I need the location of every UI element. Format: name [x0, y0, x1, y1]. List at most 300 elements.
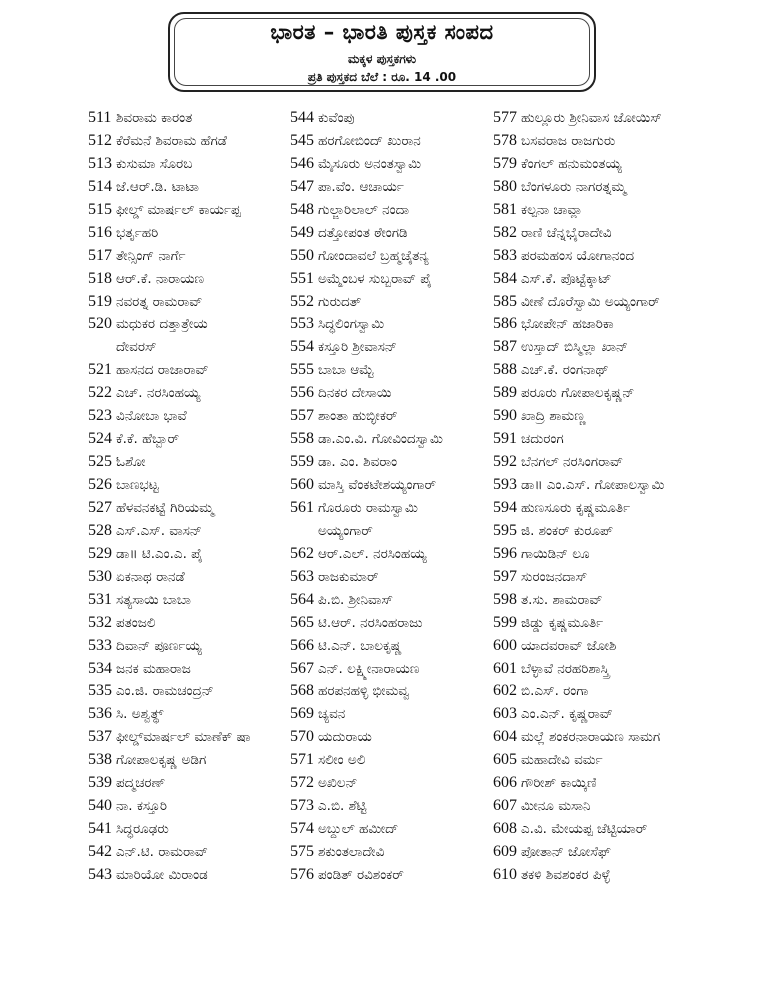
list-item	[88, 245, 288, 268]
book-title: ಶಿವರಾಮ ಕಾರಂತ	[116, 110, 193, 126]
book-title: ಡಾ.ಎಂ.ವಿ. ಗೋವಿಂದಸ್ವಾಮಿ	[318, 431, 443, 448]
book-number: 558	[290, 430, 314, 448]
book-number: 550	[290, 246, 314, 264]
book-number: 588	[493, 361, 517, 379]
list-item	[290, 703, 490, 726]
book-title: ಭೋಪೇನ್ ಹಜಾರಿಕಾ	[521, 316, 614, 333]
list-item	[290, 749, 490, 772]
header-box	[168, 12, 596, 92]
book-number: 556	[290, 384, 314, 402]
book-number: 609	[493, 843, 517, 860]
book-number: 538	[88, 751, 112, 769]
list-item	[290, 635, 490, 658]
book-number: 546	[290, 154, 314, 172]
book-number: 601	[493, 659, 517, 677]
book-number: 528	[88, 521, 112, 539]
list-item	[493, 336, 753, 359]
book-title: ಶಾಂತಾ ಹುಬ್ಳೀಕರ್	[318, 408, 398, 425]
book-title: ಕೆರೆಮನೆ ಶಿವರಾಮ ಹೆಗಡೆ	[116, 132, 227, 149]
list-item	[290, 382, 490, 405]
book-number: 529	[88, 544, 112, 562]
book-number: 576	[290, 865, 314, 883]
list-item	[290, 612, 490, 635]
book-title: ಡಾ॥ ಎಂ.ಎಸ್. ಗೋಪಾಲಸ್ವಾಮಿ	[521, 477, 665, 493]
book-number: 586	[493, 315, 517, 333]
book-number: 535	[88, 682, 112, 700]
book-title: ಆರ್.ಎಲ್. ನರಸಿಂಹಯ್ಯ	[318, 545, 427, 562]
book-title: ರಾಜಕುಮಾರ್	[318, 568, 379, 585]
list-item	[290, 726, 490, 749]
book-number: 563	[290, 567, 314, 585]
book-title: ಹರಗೋಬಿಂದ್ ಖುರಾನ	[318, 132, 421, 149]
list-item	[493, 451, 753, 474]
list-item	[290, 543, 490, 566]
book-number: 517	[88, 246, 112, 264]
list-item	[88, 497, 288, 520]
book-title: ಮಲ್ಲೆ ಶಂಕರನಾರಾಯಣ ಸಾಮಗ	[521, 729, 661, 746]
book-number: 562	[290, 544, 314, 562]
book-title: ಬಾಬಾ ಆಮ್ಟೆ	[318, 362, 374, 379]
book-title: ದಿವಾನ್ ಪೂರ್ಣಯ್ಯ	[116, 637, 202, 654]
book-title: ಅಯ್ಯಂಗಾರ್	[318, 522, 373, 539]
list-item	[290, 291, 490, 314]
book-number: 532	[88, 613, 112, 631]
list-item	[290, 107, 490, 130]
book-title: ಗುಲ್ಜಾರಿಲಾಲ್ ನಂದಾ	[318, 201, 410, 218]
list-item	[290, 199, 490, 222]
book-title: ಭರ್ತೃಹರಿ	[116, 224, 159, 241]
book-number: 552	[290, 292, 314, 310]
list-item	[493, 359, 753, 382]
list-item	[88, 291, 288, 314]
book-number: 560	[290, 476, 314, 493]
book-title: ಎಸ್.ಎಸ್. ವಾಸನ್	[116, 522, 202, 539]
list-item	[88, 153, 288, 176]
list-item	[290, 336, 490, 359]
list-item	[493, 680, 753, 703]
list-item	[290, 245, 490, 268]
list-item	[88, 635, 288, 658]
book-title: ಪಾ.ವೆಂ. ಆಚಾರ್ಯ	[318, 178, 404, 195]
page-subtitle: ಮಕ್ಕಳ ಪುಸ್ತಕಗಳು	[347, 52, 417, 66]
list-item	[290, 222, 490, 245]
list-item	[88, 772, 288, 795]
book-number: 581	[493, 200, 517, 218]
list-item	[290, 680, 490, 703]
book-number: 600	[493, 636, 517, 654]
list-item	[493, 841, 753, 864]
book-title: ಅಮ್ಮೆಂಬಳ ಸುಬ್ಬರಾವ್ ಪೈ	[318, 270, 432, 287]
book-title: ಓಶೋ	[116, 454, 146, 471]
book-title: ಜೆ.ಆರ್.ಡಿ. ಟಾಟಾ	[116, 178, 199, 195]
book-number: 589	[493, 384, 517, 402]
list-item	[290, 474, 490, 497]
list-item	[493, 795, 753, 818]
book-title: ಜಿಡ್ಡು ಕೃಷ್ಣಮೂರ್ತಿ	[521, 614, 604, 631]
book-number: 543	[88, 865, 112, 883]
book-title: ಎಂ.ಎನ್. ಕೃಷ್ಣರಾವ್	[521, 706, 613, 723]
book-title: ದಿನಕರ ದೇಸಾಯಿ	[318, 385, 392, 402]
list-item	[290, 795, 490, 818]
book-title: ಹುಣಸೂರು ಕೃಷ್ಣಮೂರ್ತಿ	[521, 499, 631, 516]
book-number: 598	[493, 590, 517, 608]
book-number: 590	[493, 407, 517, 425]
book-number: 607	[493, 797, 517, 815]
book-number: 524	[88, 430, 112, 448]
book-title: ಮೈಸೂರು ಅನಂತಸ್ವಾಮಿ	[318, 155, 422, 172]
book-number: 525	[88, 453, 112, 471]
book-title: ಉಸ್ತಾದ್ ಬಿಸ್ಮಿಲ್ಲಾ ಖಾನ್	[521, 339, 628, 356]
book-number: 559	[290, 453, 314, 471]
list-item	[88, 130, 288, 153]
list-item	[493, 268, 753, 291]
book-number: 569	[290, 705, 314, 723]
book-number: 583	[493, 246, 517, 264]
book-number: 540	[88, 797, 112, 815]
book-title: ಕಸ್ತೂರಿ ಶ್ರೀವಾಸನ್	[318, 339, 397, 356]
book-number: 548	[290, 200, 314, 218]
book-title: ಹರಪನಹಳ್ಳಿ ಭೀಮವ್ವ	[318, 683, 410, 700]
book-title: ಮಹಾದೇವಿ ವರ್ಮ	[521, 752, 603, 769]
book-title: ವೀಣೆ ದೊರೆಸ್ವಾಮಿ ಅಯ್ಯಂಗಾರ್	[521, 293, 660, 310]
list-item	[88, 795, 288, 818]
book-number: 514	[88, 177, 112, 195]
book-number: 516	[88, 223, 112, 241]
list-item	[290, 405, 490, 428]
book-number: 568	[290, 682, 314, 700]
list-item	[493, 864, 753, 887]
book-number: 520	[88, 315, 112, 333]
book-title: ಮಾಸ್ತಿ ವೆಂಕಟೇಶಯ್ಯಂಗಾರ್	[318, 477, 437, 493]
book-number: 587	[493, 338, 517, 356]
book-number: 533	[88, 636, 112, 654]
list-item	[290, 359, 490, 382]
list-item	[493, 199, 753, 222]
list-item	[88, 382, 288, 405]
book-title: ಗುರುದತ್	[318, 293, 362, 310]
book-number: 584	[493, 269, 517, 287]
list-item	[88, 841, 288, 864]
book-number: 551	[290, 269, 314, 287]
book-number: 518	[88, 269, 112, 287]
book-title: ಪಂಡಿತ್ ರವಿಶಂಕರ್	[318, 866, 404, 883]
book-title: ವಿನೋಬಾ ಭಾವೆ	[116, 408, 187, 425]
list-item	[290, 497, 490, 520]
list-item	[493, 153, 753, 176]
list-item	[290, 589, 490, 612]
book-title: ಕುಸುಮಾ ಸೊರಬ	[116, 155, 193, 172]
list-item	[88, 589, 288, 612]
price-line: ಪ್ರತಿ ಪುಸ್ತಕದ ಬೆಲೆ : ರೂ. 14 .00	[307, 70, 457, 84]
book-number: 572	[290, 774, 314, 792]
list-item	[88, 726, 288, 749]
book-number: 565	[290, 613, 314, 631]
book-number: 577	[493, 109, 517, 126]
book-list-column-1	[88, 107, 288, 887]
list-item	[493, 405, 753, 428]
list-item	[493, 245, 753, 268]
list-item	[493, 818, 753, 841]
list-item	[290, 772, 490, 795]
book-title: ಕಲ್ಪನಾ ಚಾವ್ಲಾ	[521, 201, 583, 218]
book-title: ಬೆಂಗಳೂರು ನಾಗರತ್ನಮ್ಮ	[521, 178, 627, 195]
book-number: 593	[493, 476, 517, 493]
book-number: 542	[88, 843, 112, 860]
book-title: ದೇವರಸ್	[116, 339, 157, 356]
book-title: ಎಚ್. ನರಸಿಂಹಯ್ಯ	[116, 385, 201, 402]
book-title: ಜನಕ ಮಹಾರಾಜ	[116, 660, 191, 677]
book-title: ಡಾ. ಎಂ. ಶಿವರಾಂ	[318, 454, 398, 471]
book-number: 555	[290, 361, 314, 379]
book-number: 603	[493, 705, 517, 723]
book-title: ಸಿದ್ಧರೂಢರು	[116, 821, 169, 838]
book-title: ಪರಮಹಂಸ ಯೋಗಾನಂದ	[521, 247, 635, 264]
book-title: ಸಲೀಂ ಅಲಿ	[318, 752, 366, 769]
list-item	[88, 428, 288, 451]
book-title: ಸಿದ್ಧಲಿಂಗಸ್ವಾಮಿ	[318, 316, 385, 333]
book-title: ಚ್ಯವನ	[318, 706, 346, 723]
list-item	[290, 268, 490, 291]
book-number: 547	[290, 177, 314, 195]
list-item	[88, 566, 288, 589]
book-title: ಪತಂಜಲಿ	[116, 614, 156, 631]
book-list-column-3	[493, 107, 753, 887]
book-number: 541	[88, 820, 112, 838]
book-title: ಪೋತಾನ್ ಜೋಸೆಫ್	[521, 844, 611, 860]
book-number: 511	[88, 109, 112, 126]
book-number: 545	[290, 131, 314, 149]
list-item	[88, 680, 288, 703]
list-item	[493, 543, 753, 566]
list-item	[88, 359, 288, 382]
book-number: 512	[88, 131, 112, 149]
list-item	[88, 313, 288, 336]
list-item	[88, 749, 288, 772]
list-item	[493, 658, 753, 681]
book-title: ಕುವೆಂಪು	[318, 110, 355, 126]
book-number: 531	[88, 590, 112, 608]
book-number: 521	[88, 361, 112, 379]
book-title: ಸುರಂಜನದಾಸ್	[521, 568, 588, 585]
book-title: ತಕಳಿ ಶಿವಶಂಕರ ಪಿಳ್ಳೆ	[521, 866, 611, 883]
book-number: 596	[493, 544, 517, 562]
book-title: ತ.ಸು. ಶಾಮರಾವ್	[521, 591, 603, 608]
list-item	[493, 313, 753, 336]
list-item	[290, 153, 490, 176]
book-number: 536	[88, 705, 112, 723]
book-number: 539	[88, 774, 112, 792]
book-title: ಶಕುಂತಲಾದೇವಿ	[318, 844, 385, 860]
book-number: 592	[493, 453, 517, 471]
list-item	[493, 291, 753, 314]
list-item	[290, 841, 490, 864]
page-title: ಭಾರತ – ಭಾರತಿ ಪುಸ್ತಕ ಸಂಪದ	[270, 20, 494, 44]
book-number: 580	[493, 177, 517, 195]
book-title: ಎನ್.ಟಿ. ರಾಮರಾವ್	[116, 844, 208, 860]
book-title: ನವರತ್ನ ರಾಮರಾವ್	[116, 293, 203, 310]
list-item	[290, 313, 490, 336]
book-list-column-2	[290, 107, 490, 887]
list-item	[493, 726, 753, 749]
book-number: 608	[493, 820, 517, 838]
list-item	[88, 405, 288, 428]
book-title: ಬಿ.ಎಸ್. ರಂಗಾ	[521, 683, 589, 700]
book-title: ಜಿ. ಶಂಕರ್ ಕುರೂಪ್	[521, 522, 614, 539]
list-item	[493, 474, 753, 497]
list-item	[493, 222, 753, 245]
list-item	[493, 497, 753, 520]
list-item	[290, 130, 490, 153]
book-title: ಮಾರಿಯೋ ಮಿರಾಂಡ	[116, 866, 208, 883]
list-item	[88, 199, 288, 222]
book-number: 537	[88, 728, 112, 746]
book-title: ಬೆನಗಲ್ ನರಸಿಂಗರಾವ್	[521, 454, 624, 471]
book-title: ಆರ್.ಕೆ. ನಾರಾಯಣ	[116, 270, 205, 287]
book-title: ಟಿ.ಎನ್. ಬಾಲಕೃಷ್ಣ	[318, 637, 402, 654]
book-title: ಗೋಂದಾವಲೆ ಬ್ರಹ್ಮಚೈತನ್ಯ	[318, 247, 429, 264]
book-number: 561	[290, 498, 314, 516]
book-number: 595	[493, 521, 517, 539]
book-title: ಗೌರೀಶ್ ಕಾಯ್ಕಿಣಿ	[521, 775, 597, 792]
book-number: 515	[88, 200, 112, 218]
list-item	[88, 474, 288, 497]
book-number: 599	[493, 613, 517, 631]
list-item	[493, 130, 753, 153]
list-item	[290, 864, 490, 887]
book-title: ಬೆಳ್ಳಾವೆ ನರಹರಿಶಾಸ್ತ್ರಿ	[521, 660, 610, 677]
book-title: ಗೊರೂರು ರಾಮಸ್ವಾಮಿ	[318, 499, 418, 516]
list-item	[493, 176, 753, 199]
book-title: ಕೆಂಗಲ್ ಹನುಮಂತಯ್ಯ	[521, 155, 622, 172]
list-item	[493, 566, 753, 589]
book-number: 579	[493, 154, 517, 172]
book-number: 582	[493, 223, 517, 241]
book-title: ಗೋಪಾಲಕೃಷ್ಣ ಅಡಿಗ	[116, 752, 207, 769]
book-title: ಖಾದ್ರಿ ಶಾಮಣ್ಣ	[521, 408, 586, 425]
book-title: ಬಸವರಾಜ ರಾಜಗುರು	[521, 132, 616, 149]
book-title: ರಾಣಿ ಚೆನ್ನಭೈರಾದೇವಿ	[521, 224, 612, 241]
book-title: ಎಂ.ಜಿ. ರಾಮಚಂದ್ರನ್	[116, 683, 214, 700]
book-number: 604	[493, 728, 517, 746]
list-item	[290, 451, 490, 474]
book-title: ಏಕನಾಥ ರಾನಡೆ	[116, 568, 185, 585]
book-number: 573	[290, 797, 314, 815]
book-number: 519	[88, 292, 112, 310]
book-title: ಟಿ.ಆರ್. ನರಸಿಂಹರಾಜು	[318, 614, 423, 631]
book-number: 574	[290, 820, 314, 838]
book-number: 567	[290, 659, 314, 677]
list-item	[290, 818, 490, 841]
book-title: ಅಖಿಲನ್	[318, 775, 358, 792]
list-item	[290, 176, 490, 199]
book-number: 544	[290, 109, 314, 126]
list-item	[290, 566, 490, 589]
book-number: 553	[290, 315, 314, 333]
book-title: ಹೆಳವನಕಟ್ಟೆ ಗಿರಿಯಮ್ಮ	[116, 499, 214, 516]
book-number: 513	[88, 154, 112, 172]
list-item	[88, 818, 288, 841]
book-number: 602	[493, 682, 517, 700]
list-item	[88, 543, 288, 566]
list-item	[493, 382, 753, 405]
list-item	[88, 176, 288, 199]
list-item	[88, 222, 288, 245]
list-item	[493, 428, 753, 451]
book-number: 554	[290, 338, 314, 356]
list-item	[493, 107, 753, 130]
book-title: ಅಬ್ದುಲ್ ಹಮೀದ್	[318, 821, 399, 838]
book-title: ಹುಲ್ಲೂರು ಶ್ರೀನಿವಾಸ ಜೋಯಿಸ್	[521, 110, 662, 126]
book-number: 527	[88, 498, 112, 516]
list-item	[88, 268, 288, 291]
book-number: 557	[290, 407, 314, 425]
book-number: 522	[88, 384, 112, 402]
list-item	[493, 589, 753, 612]
book-number: 571	[290, 751, 314, 769]
list-item	[88, 864, 288, 887]
list-item	[88, 612, 288, 635]
book-title: ಯದುರಾಯ	[318, 729, 372, 746]
book-title: ಸಿ. ಅಶ್ವತ್ಥ್	[116, 706, 164, 723]
book-title: ಚದುರಂಗ	[521, 431, 564, 448]
book-title: ಎಚ್.ಕೆ. ರಂಗನಾಥ್	[521, 362, 609, 379]
list-item	[493, 749, 753, 772]
book-title: ಫೀಲ್ಡ್ ಮಾರ್ಷಲ್ ಕಾರ್ಯಪ್ಪ	[116, 201, 241, 218]
book-number: 610	[493, 865, 517, 883]
book-number: 591	[493, 430, 517, 448]
book-title: ಡಾ॥ ಟಿ.ಎಂ.ಎ. ಪೈ	[116, 545, 203, 562]
book-number: 575	[290, 843, 314, 860]
book-title: ಪರೂರು ಗೋಪಾಲಕೃಷ್ಣನ್	[521, 385, 635, 402]
book-number: 578	[493, 131, 517, 149]
book-title: ಫೀಲ್ಡ್‌ಮಾರ್ಷಲ್ ಮಾಣೆಕ್ ಷಾ	[116, 729, 251, 746]
book-number: 597	[493, 567, 517, 585]
list-item	[290, 428, 490, 451]
book-title: ಎನ್. ಲಕ್ಷ್ಮೀನಾರಾಯಣ	[318, 660, 420, 677]
book-title: ಹಾಸನದ ರಾಜಾರಾವ್	[116, 362, 209, 379]
list-item	[88, 451, 288, 474]
list-item	[88, 520, 288, 543]
list-item	[493, 612, 753, 635]
book-number: 549	[290, 223, 314, 241]
book-title: ತೇನ್ಸಿಂಗ್ ನಾರ್ಗೆ	[116, 247, 186, 264]
book-title: ಪದ್ಮಚರಣ್	[116, 775, 166, 792]
book-number: 534	[88, 659, 112, 677]
book-title: ಸತ್ಯಸಾಯಿ ಬಾಬಾ	[116, 591, 191, 608]
list-item	[493, 635, 753, 658]
list-item	[493, 772, 753, 795]
book-title: ಬಾಣಭಟ್ಟ	[116, 477, 159, 493]
book-title: ಪಿ.ಬಿ. ಶ್ರೀನಿವಾಸ್	[318, 591, 393, 608]
list-item	[88, 107, 288, 130]
book-number: 570	[290, 728, 314, 746]
book-number: 605	[493, 751, 517, 769]
book-number: 526	[88, 476, 112, 493]
book-title: ಕೆ.ಕೆ. ಹೆಬ್ಬಾರ್	[116, 431, 180, 448]
list-item	[88, 658, 288, 681]
book-title: ನಾ. ಕಸ್ತೂರಿ	[116, 798, 167, 815]
list-item	[493, 520, 753, 543]
list-item	[493, 703, 753, 726]
list-item	[88, 336, 288, 359]
list-item	[88, 703, 288, 726]
book-number: 564	[290, 590, 314, 608]
list-item	[290, 658, 490, 681]
book-number: 566	[290, 636, 314, 654]
book-number: 606	[493, 774, 517, 792]
book-number: 523	[88, 407, 112, 425]
book-title: ದತ್ತೋಪಂತ ಠೇಂಗಡಿ	[318, 224, 408, 241]
